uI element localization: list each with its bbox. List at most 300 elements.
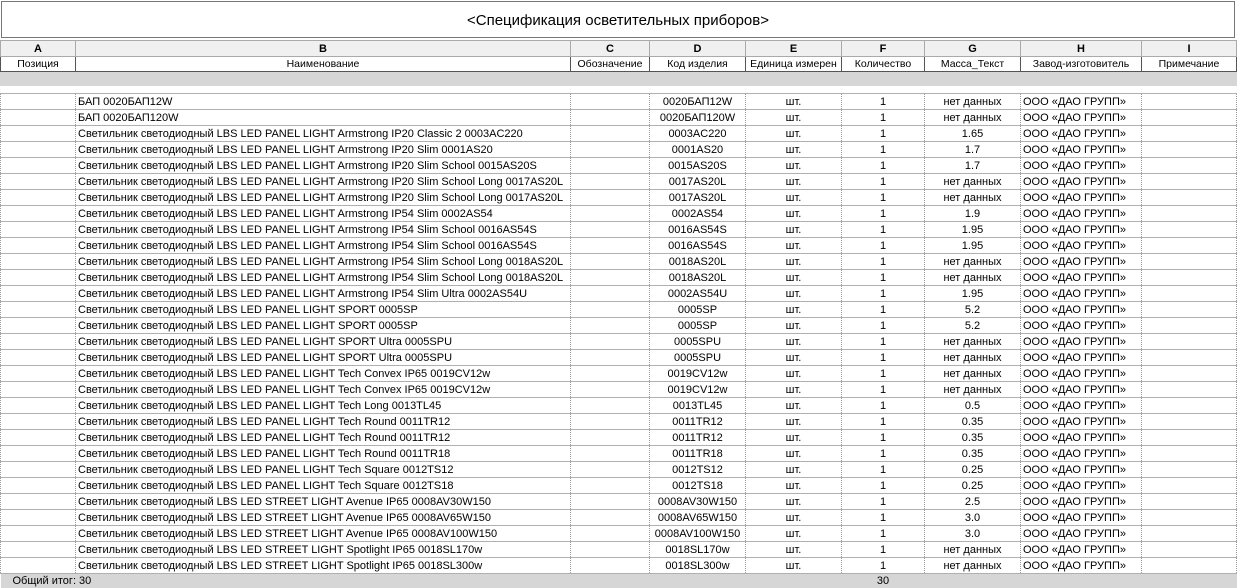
cell-pos[interactable] [1,526,76,542]
cell-pos[interactable] [1,238,76,254]
cell-note[interactable] [1142,270,1237,286]
cell-mass[interactable]: 0.5 [925,398,1021,414]
cell-unit[interactable]: шт. [746,382,842,398]
cell-mass[interactable]: нет данных [925,254,1021,270]
cell-desig[interactable] [571,158,650,174]
cell-desig[interactable] [571,270,650,286]
cell-code[interactable]: 0002AS54 [650,206,746,222]
cell-note[interactable] [1142,238,1237,254]
cell-note[interactable] [1142,318,1237,334]
cell-mass[interactable]: 1.65 [925,126,1021,142]
cell-desig[interactable] [571,318,650,334]
cell-code[interactable]: 0003AC220 [650,126,746,142]
cell-qty[interactable]: 1 [842,270,925,286]
cell-maker[interactable]: ООО «ДАО ГРУПП» [1021,318,1142,334]
cell-mass[interactable]: нет данных [925,334,1021,350]
cell-qty[interactable]: 1 [842,462,925,478]
cell-qty[interactable]: 1 [842,398,925,414]
cell-qty[interactable]: 1 [842,254,925,270]
cell-desig[interactable] [571,366,650,382]
cell-qty[interactable]: 1 [842,382,925,398]
cell-pos[interactable] [1,542,76,558]
cell-note[interactable] [1142,430,1237,446]
cell-code[interactable]: 0011TR12 [650,414,746,430]
cell-qty[interactable]: 1 [842,110,925,126]
cell-pos[interactable] [1,126,76,142]
cell-qty[interactable]: 1 [842,430,925,446]
cell-mass[interactable]: нет данных [925,350,1021,366]
cell-unit[interactable]: шт. [746,174,842,190]
cell-pos[interactable] [1,398,76,414]
cell-name[interactable]: Светильник светодиодный LBS LED PANEL LIGHT Armstrong IP20 Slim School Long 0017AS20L [76,174,571,190]
cell-mass[interactable]: 1.7 [925,158,1021,174]
cell-unit[interactable]: шт. [746,190,842,206]
table-row[interactable] [1,430,1237,446]
cell-maker[interactable]: ООО «ДАО ГРУПП» [1021,398,1142,414]
cell-pos[interactable] [1,190,76,206]
cell-unit[interactable]: шт. [746,302,842,318]
cell-name[interactable]: Светильник светодиодный LBS LED PANEL LIGHT Tech Square 0012TS18 [76,478,571,494]
cell-desig[interactable] [571,350,650,366]
cell-mass[interactable]: нет данных [925,366,1021,382]
cell-mass[interactable]: 1.95 [925,238,1021,254]
column-header[interactable]: Примечание [1142,57,1237,72]
cell-mass[interactable]: 1.95 [925,286,1021,302]
cell-code[interactable]: 0001AS20 [650,142,746,158]
column-header[interactable]: Код изделия [650,57,746,72]
cell-name[interactable]: Светильник светодиодный LBS LED PANEL LIGHT Tech Long 0013TL45 [76,398,571,414]
cell-pos[interactable] [1,142,76,158]
cell-name[interactable]: Светильник светодиодный LBS LED PANEL LIGHT Armstrong IP20 Slim 0001AS20 [76,142,571,158]
cell-pos[interactable] [1,270,76,286]
cell-name[interactable]: Светильник светодиодный LBS LED STREET LIGHT Spotlight IP65 0018SL170w [76,542,571,558]
cell-unit[interactable]: шт. [746,270,842,286]
cell-mass[interactable]: 0.35 [925,430,1021,446]
cell-qty[interactable]: 1 [842,94,925,110]
cell-pos[interactable] [1,158,76,174]
cell-note[interactable] [1142,286,1237,302]
cell-unit[interactable]: шт. [746,158,842,174]
cell-mass[interactable]: 1.9 [925,206,1021,222]
cell-maker[interactable]: ООО «ДАО ГРУПП» [1021,494,1142,510]
cell-desig[interactable] [571,510,650,526]
table-row[interactable] [1,446,1237,462]
table-row[interactable] [1,270,1237,286]
cell-pos[interactable] [1,334,76,350]
cell-unit[interactable]: шт. [746,366,842,382]
cell-mass[interactable]: нет данных [925,270,1021,286]
cell-qty[interactable]: 1 [842,286,925,302]
cell-unit[interactable]: шт. [746,110,842,126]
column-letter[interactable]: F [842,41,925,57]
cell-maker[interactable]: ООО «ДАО ГРУПП» [1021,478,1142,494]
cell-note[interactable] [1142,110,1237,126]
cell-unit[interactable]: шт. [746,350,842,366]
cell-pos[interactable] [1,510,76,526]
cell-code[interactable]: 0015AS20S [650,158,746,174]
cell-note[interactable] [1142,510,1237,526]
cell-maker[interactable]: ООО «ДАО ГРУПП» [1021,222,1142,238]
cell-pos[interactable] [1,174,76,190]
cell-pos[interactable] [1,462,76,478]
cell-unit[interactable]: шт. [746,526,842,542]
column-header[interactable]: Наименование [76,57,571,72]
cell-unit[interactable]: шт. [746,238,842,254]
cell-qty[interactable]: 1 [842,510,925,526]
cell-desig[interactable] [571,302,650,318]
cell-qty[interactable]: 1 [842,190,925,206]
cell-qty[interactable]: 1 [842,158,925,174]
cell-mass[interactable]: 3.0 [925,526,1021,542]
cell-mass[interactable]: 0.35 [925,446,1021,462]
table-row[interactable] [1,462,1237,478]
cell-maker[interactable]: ООО «ДАО ГРУПП» [1021,414,1142,430]
cell-note[interactable] [1142,366,1237,382]
table-row[interactable] [1,542,1237,558]
cell-qty[interactable]: 1 [842,126,925,142]
cell-note[interactable] [1142,190,1237,206]
cell-name[interactable]: Светильник светодиодный LBS LED PANEL LIGHT Tech Convex IP65 0019CV12w [76,382,571,398]
cell-qty[interactable]: 1 [842,494,925,510]
cell-note[interactable] [1142,174,1237,190]
cell-desig[interactable] [571,286,650,302]
column-header[interactable]: Количество [842,57,925,72]
cell-mass[interactable]: 2.5 [925,494,1021,510]
cell-note[interactable] [1142,558,1237,574]
cell-desig[interactable] [571,174,650,190]
column-letter[interactable]: G [925,41,1021,57]
cell-pos[interactable] [1,110,76,126]
cell-note[interactable] [1142,206,1237,222]
cell-note[interactable] [1142,494,1237,510]
cell-code[interactable]: 0018AS20L [650,254,746,270]
column-letter[interactable]: C [571,41,650,57]
cell-maker[interactable]: ООО «ДАО ГРУПП» [1021,510,1142,526]
cell-maker[interactable]: ООО «ДАО ГРУПП» [1021,350,1142,366]
cell-mass[interactable]: нет данных [925,558,1021,574]
cell-name[interactable]: Светильник светодиодный LBS LED STREET LIGHT Avenue IP65 0008AV30W150 [76,494,571,510]
cell-pos[interactable] [1,350,76,366]
cell-qty[interactable]: 1 [842,238,925,254]
cell-desig[interactable] [571,494,650,510]
cell-maker[interactable]: ООО «ДАО ГРУПП» [1021,126,1142,142]
cell-name[interactable]: Светильник светодиодный LBS LED STREET LIGHT Avenue IP65 0008AV100W150 [76,526,571,542]
cell-maker[interactable]: ООО «ДАО ГРУПП» [1021,206,1142,222]
cell-note[interactable] [1142,126,1237,142]
cell-code[interactable]: 0005SP [650,302,746,318]
cell-mass[interactable]: 0.35 [925,414,1021,430]
column-letter[interactable]: D [650,41,746,57]
cell-code[interactable]: 0019CV12w [650,382,746,398]
cell-unit[interactable]: шт. [746,142,842,158]
cell-note[interactable] [1142,542,1237,558]
cell-mass[interactable]: 0.25 [925,478,1021,494]
cell-mass[interactable]: 5.2 [925,302,1021,318]
cell-unit[interactable]: шт. [746,430,842,446]
cell-code[interactable]: 0020БАП12W [650,94,746,110]
cell-name[interactable]: Светильник светодиодный LBS LED PANEL LIGHT SPORT Ultra 0005SPU [76,334,571,350]
cell-name[interactable]: Светильник светодиодный LBS LED PANEL LIGHT Tech Round 0011TR12 [76,430,571,446]
cell-code[interactable]: 0012TS18 [650,478,746,494]
cell-qty[interactable]: 1 [842,334,925,350]
cell-name[interactable]: Светильник светодиодный LBS LED PANEL LIGHT SPORT 0005SP [76,318,571,334]
table-row[interactable] [1,238,1237,254]
cell-code[interactable]: 0018SL170w [650,542,746,558]
cell-mass[interactable]: нет данных [925,174,1021,190]
cell-desig[interactable] [571,254,650,270]
cell-note[interactable] [1142,222,1237,238]
cell-desig[interactable] [571,126,650,142]
table-row[interactable] [1,478,1237,494]
cell-maker[interactable]: ООО «ДАО ГРУПП» [1021,302,1142,318]
table-row[interactable] [1,286,1237,302]
cell-qty[interactable]: 1 [842,174,925,190]
table-row[interactable] [1,142,1237,158]
table-row[interactable] [1,494,1237,510]
cell-mass[interactable]: 5.2 [925,318,1021,334]
table-row[interactable] [1,510,1237,526]
cell-code[interactable]: 0013TL45 [650,398,746,414]
cell-note[interactable] [1142,158,1237,174]
cell-qty[interactable]: 1 [842,478,925,494]
cell-maker[interactable]: ООО «ДАО ГРУПП» [1021,286,1142,302]
table-row[interactable] [1,254,1237,270]
cell-pos[interactable] [1,206,76,222]
cell-note[interactable] [1142,414,1237,430]
column-letter[interactable]: E [746,41,842,57]
cell-unit[interactable]: шт. [746,414,842,430]
table-row[interactable] [1,350,1237,366]
cell-code[interactable]: 0016AS54S [650,222,746,238]
cell-desig[interactable] [571,142,650,158]
cell-unit[interactable]: шт. [746,222,842,238]
cell-note[interactable] [1142,478,1237,494]
cell-code[interactable]: 0018AS20L [650,270,746,286]
cell-pos[interactable] [1,254,76,270]
cell-desig[interactable] [571,446,650,462]
table-row[interactable] [1,366,1237,382]
cell-code[interactable]: 0008AV100W150 [650,526,746,542]
cell-qty[interactable]: 1 [842,350,925,366]
cell-desig[interactable] [571,382,650,398]
cell-desig[interactable] [571,206,650,222]
cell-unit[interactable]: шт. [746,494,842,510]
cell-mass[interactable]: 0.25 [925,462,1021,478]
cell-qty[interactable]: 1 [842,222,925,238]
cell-note[interactable] [1142,382,1237,398]
cell-mass[interactable]: нет данных [925,110,1021,126]
table-row[interactable] [1,398,1237,414]
cell-maker[interactable]: ООО «ДАО ГРУПП» [1021,526,1142,542]
cell-desig[interactable] [571,526,650,542]
cell-pos[interactable] [1,94,76,110]
cell-desig[interactable] [571,398,650,414]
cell-desig[interactable] [571,222,650,238]
cell-qty[interactable]: 1 [842,318,925,334]
cell-note[interactable] [1142,446,1237,462]
cell-desig[interactable] [571,238,650,254]
column-header[interactable]: Единица измерен [746,57,842,72]
cell-unit[interactable]: шт. [746,542,842,558]
cell-unit[interactable]: шт. [746,318,842,334]
cell-unit[interactable]: шт. [746,254,842,270]
cell-mass[interactable]: нет данных [925,382,1021,398]
cell-name[interactable]: Светильник светодиодный LBS LED PANEL LIGHT Tech Round 0011TR12 [76,414,571,430]
cell-code[interactable]: 0012TS12 [650,462,746,478]
cell-name[interactable]: Светильник светодиодный LBS LED PANEL LIGHT Armstrong IP20 Classic 2 0003AC220 [76,126,571,142]
cell-maker[interactable]: ООО «ДАО ГРУПП» [1021,542,1142,558]
cell-pos[interactable] [1,286,76,302]
cell-qty[interactable]: 1 [842,526,925,542]
cell-mass[interactable]: 1.7 [925,142,1021,158]
cell-code[interactable]: 0020БАП120W [650,110,746,126]
cell-unit[interactable]: шт. [746,510,842,526]
cell-name[interactable]: БАП 0020БАП120W [76,110,571,126]
cell-unit[interactable]: шт. [746,398,842,414]
cell-mass[interactable]: 3.0 [925,510,1021,526]
cell-maker[interactable]: ООО «ДАО ГРУПП» [1021,462,1142,478]
cell-note[interactable] [1142,254,1237,270]
cell-maker[interactable]: ООО «ДАО ГРУПП» [1021,366,1142,382]
cell-note[interactable] [1142,350,1237,366]
cell-name[interactable]: Светильник светодиодный LBS LED PANEL LIGHT SPORT 0005SP [76,302,571,318]
cell-unit[interactable]: шт. [746,94,842,110]
cell-maker[interactable]: ООО «ДАО ГРУПП» [1021,190,1142,206]
cell-name[interactable]: Светильник светодиодный LBS LED PANEL LIGHT Armstrong IP54 Slim School Long 0018AS20L [76,254,571,270]
cell-unit[interactable]: шт. [746,286,842,302]
cell-desig[interactable] [571,462,650,478]
cell-qty[interactable]: 1 [842,446,925,462]
cell-unit[interactable]: шт. [746,206,842,222]
cell-pos[interactable] [1,302,76,318]
cell-maker[interactable]: ООО «ДАО ГРУПП» [1021,94,1142,110]
cell-name[interactable]: Светильник светодиодный LBS LED PANEL LIGHT Tech Convex IP65 0019CV12w [76,366,571,382]
column-letter[interactable]: I [1142,41,1237,57]
cell-code[interactable]: 0018SL300w [650,558,746,574]
cell-note[interactable] [1142,334,1237,350]
cell-name[interactable]: БАП 0020БАП12W [76,94,571,110]
table-row[interactable] [1,174,1237,190]
table-row[interactable] [1,414,1237,430]
cell-qty[interactable]: 1 [842,414,925,430]
cell-desig[interactable] [571,190,650,206]
table-row[interactable] [1,382,1237,398]
cell-pos[interactable] [1,478,76,494]
cell-desig[interactable] [571,110,650,126]
cell-code[interactable]: 0017AS20L [650,174,746,190]
cell-code[interactable]: 0019CV12w [650,366,746,382]
table-row[interactable] [1,190,1237,206]
table-row[interactable] [1,302,1237,318]
cell-desig[interactable] [571,334,650,350]
cell-maker[interactable]: ООО «ДАО ГРУПП» [1021,174,1142,190]
cell-name[interactable]: Светильник светодиодный LBS LED PANEL LIGHT SPORT Ultra 0005SPU [76,350,571,366]
table-row[interactable] [1,526,1237,542]
cell-desig[interactable] [571,414,650,430]
cell-code[interactable]: 0005SP [650,318,746,334]
table-row[interactable] [1,94,1237,110]
cell-maker[interactable]: ООО «ДАО ГРУПП» [1021,238,1142,254]
column-header[interactable]: Обозначение [571,57,650,72]
cell-qty[interactable]: 1 [842,542,925,558]
cell-maker[interactable]: ООО «ДАО ГРУПП» [1021,254,1142,270]
cell-pos[interactable] [1,318,76,334]
cell-name[interactable]: Светильник светодиодный LBS LED PANEL LIGHT Armstrong IP20 Slim School 0015AS20S [76,158,571,174]
cell-pos[interactable] [1,494,76,510]
cell-unit[interactable]: шт. [746,446,842,462]
table-row[interactable] [1,158,1237,174]
cell-mass[interactable]: нет данных [925,542,1021,558]
table-row[interactable] [1,222,1237,238]
cell-maker[interactable]: ООО «ДАО ГРУПП» [1021,382,1142,398]
cell-unit[interactable]: шт. [746,558,842,574]
cell-code[interactable]: 0008AV65W150 [650,510,746,526]
cell-maker[interactable]: ООО «ДАО ГРУПП» [1021,446,1142,462]
cell-unit[interactable]: шт. [746,462,842,478]
cell-note[interactable] [1142,302,1237,318]
cell-pos[interactable] [1,382,76,398]
cell-code[interactable]: 0002AS54U [650,286,746,302]
cell-note[interactable] [1142,526,1237,542]
cell-note[interactable] [1142,462,1237,478]
cell-name[interactable]: Светильник светодиодный LBS LED PANEL LIGHT Armstrong IP54 Slim School Long 0018AS20L [76,270,571,286]
table-row[interactable] [1,334,1237,350]
cell-pos[interactable] [1,446,76,462]
cell-desig[interactable] [571,542,650,558]
column-header[interactable]: Позиция [1,57,76,72]
cell-code[interactable]: 0011TR18 [650,446,746,462]
cell-desig[interactable] [571,478,650,494]
cell-maker[interactable]: ООО «ДАО ГРУПП» [1021,158,1142,174]
column-letter[interactable]: A [1,41,76,57]
cell-maker[interactable]: ООО «ДАО ГРУПП» [1021,430,1142,446]
table-row[interactable] [1,318,1237,334]
cell-note[interactable] [1142,142,1237,158]
cell-pos[interactable] [1,430,76,446]
cell-pos[interactable] [1,414,76,430]
cell-qty[interactable]: 1 [842,206,925,222]
cell-qty[interactable]: 1 [842,558,925,574]
cell-pos[interactable] [1,366,76,382]
cell-name[interactable]: Светильник светодиодный LBS LED PANEL LIGHT Armstrong IP54 Slim Ultra 0002AS54U [76,286,571,302]
cell-name[interactable]: Светильник светодиодный LBS LED PANEL LIGHT Armstrong IP54 Slim School 0016AS54S [76,238,571,254]
cell-name[interactable]: Светильник светодиодный LBS LED PANEL LIGHT Armstrong IP54 Slim School 0016AS54S [76,222,571,238]
cell-qty[interactable]: 1 [842,302,925,318]
cell-code[interactable]: 0005SPU [650,350,746,366]
cell-qty[interactable]: 1 [842,366,925,382]
cell-note[interactable] [1142,398,1237,414]
column-letter[interactable]: H [1021,41,1142,57]
cell-code[interactable]: 0016AS54S [650,238,746,254]
table-row[interactable] [1,126,1237,142]
cell-desig[interactable] [571,94,650,110]
cell-maker[interactable]: ООО «ДАО ГРУПП» [1021,110,1142,126]
cell-pos[interactable] [1,558,76,574]
cell-desig[interactable] [571,558,650,574]
cell-name[interactable]: Светильник светодиодный LBS LED STREET LIGHT Spotlight IP65 0018SL300w [76,558,571,574]
cell-qty[interactable]: 1 [842,142,925,158]
cell-maker[interactable]: ООО «ДАО ГРУПП» [1021,334,1142,350]
cell-unit[interactable]: шт. [746,478,842,494]
cell-name[interactable]: Светильник светодиодный LBS LED PANEL LIGHT Armstrong IP54 Slim 0002AS54 [76,206,571,222]
cell-maker[interactable]: ООО «ДАО ГРУПП» [1021,142,1142,158]
column-letter[interactable]: B [76,41,571,57]
cell-note[interactable] [1142,94,1237,110]
table-row[interactable] [1,206,1237,222]
cell-maker[interactable]: ООО «ДАО ГРУПП» [1021,270,1142,286]
cell-name[interactable]: Светильник светодиодный LBS LED PANEL LIGHT Armstrong IP20 Slim School Long 0017AS20L [76,190,571,206]
cell-unit[interactable]: шт. [746,126,842,142]
